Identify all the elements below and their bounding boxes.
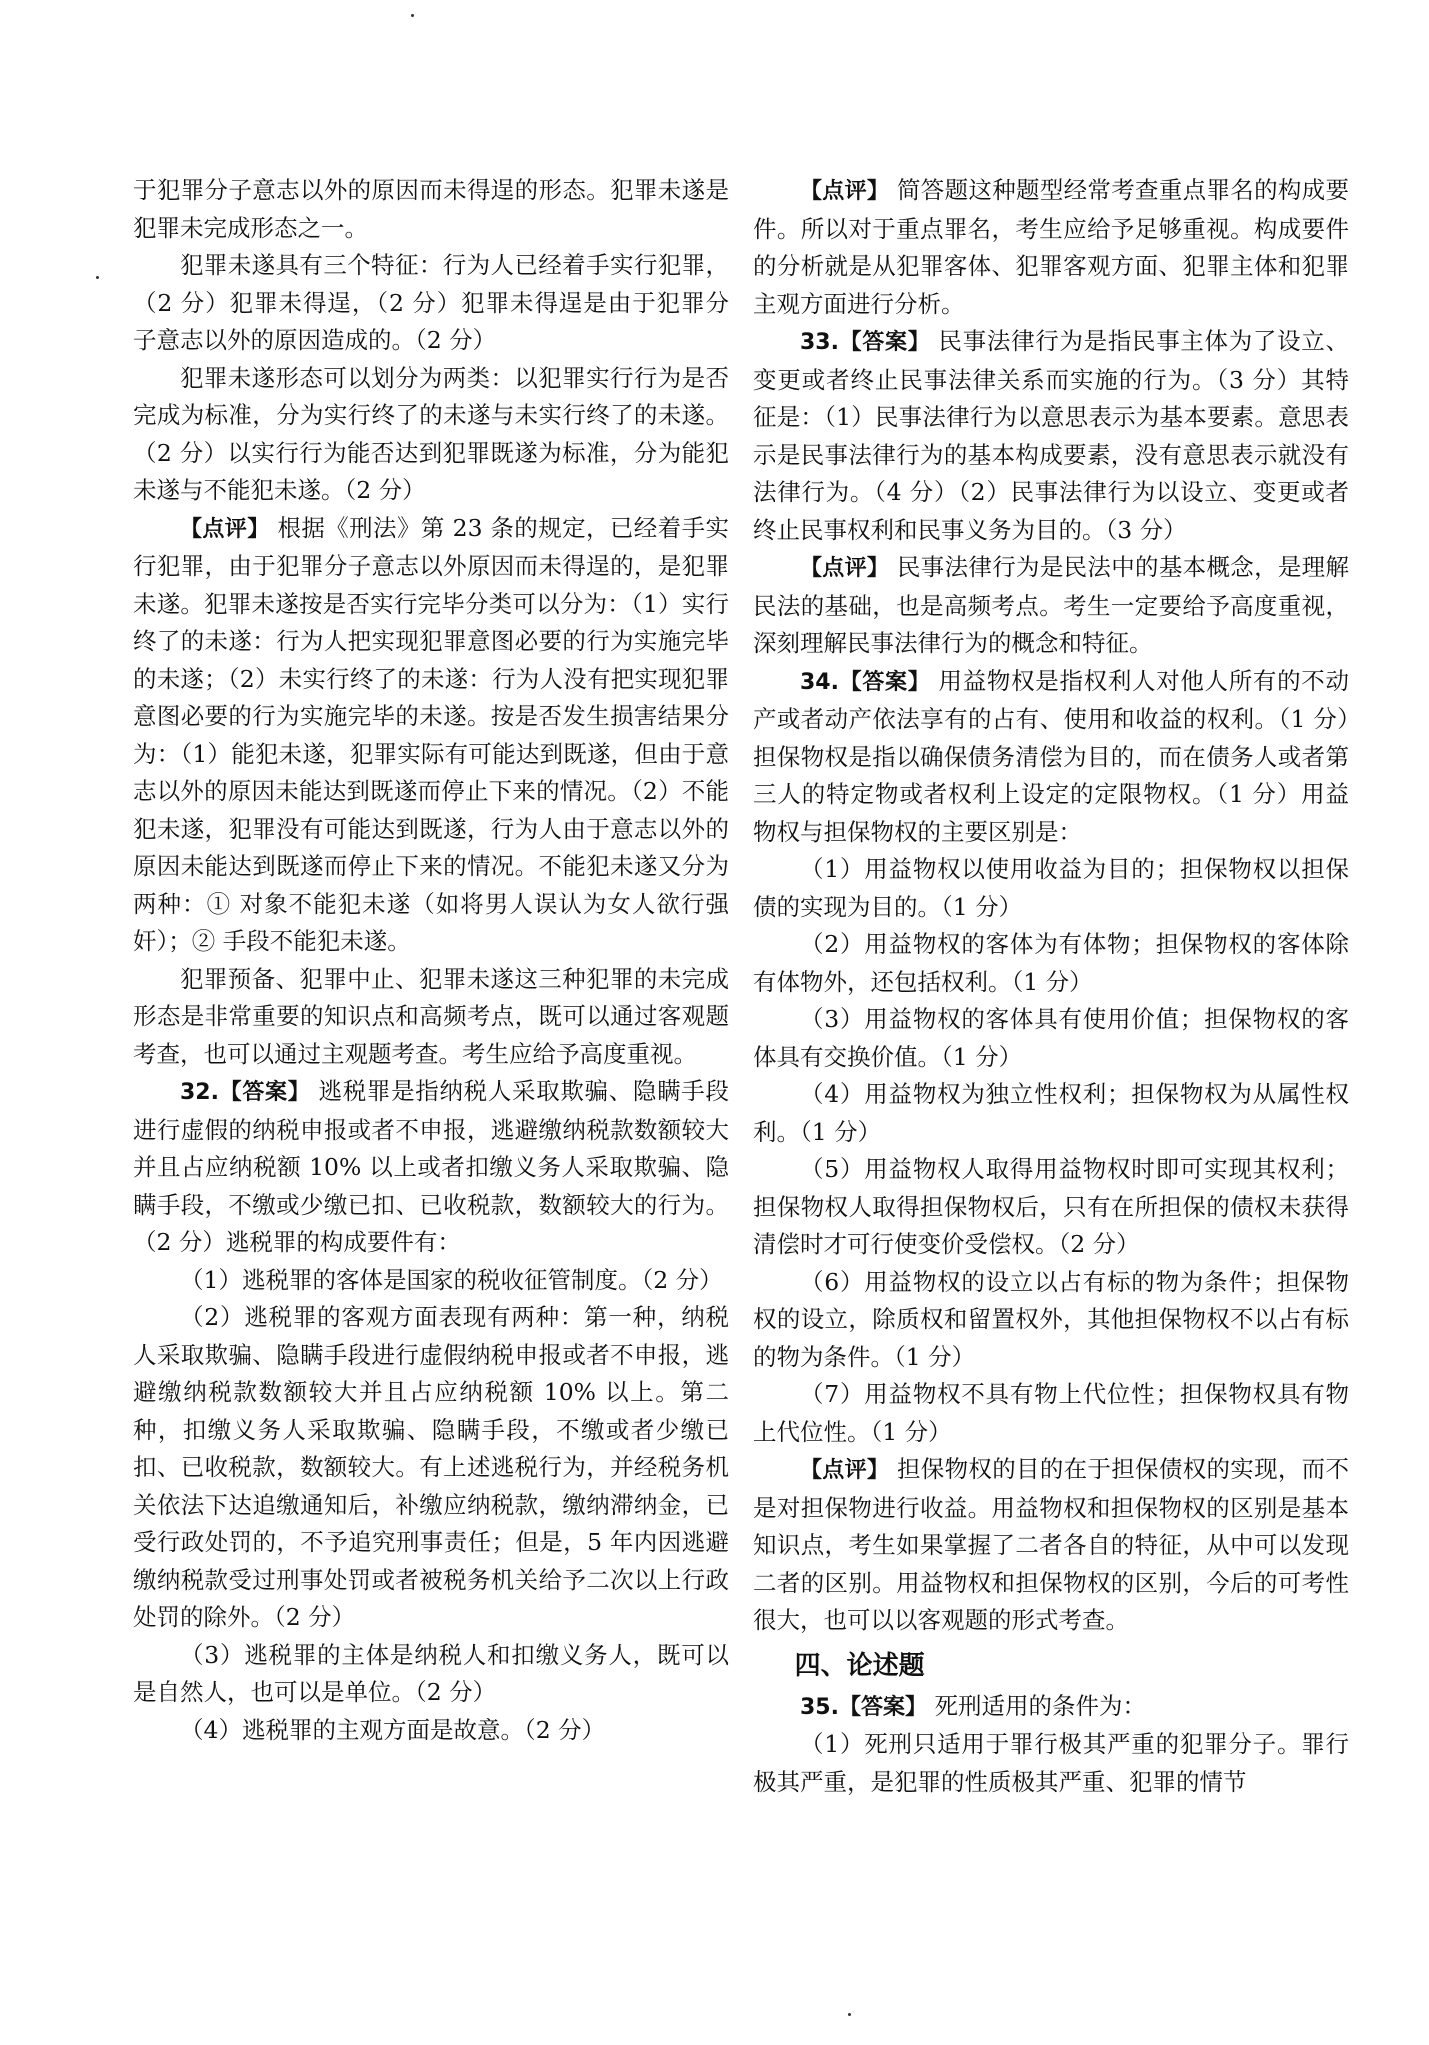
list-item: （3）用益物权的客体具有使用价值；担保物权的客体具有交换价值。（1 分）: [753, 1005, 1349, 1071]
list-item: （2）用益物权的客体为有体物；担保物权的客体除有体物外，还包括权利。（1 分）: [753, 930, 1349, 996]
right-column: [753, 172, 1349, 1801]
list-item: （1）用益物权以使用收益为目的；担保物权以担保债的实现为目的。（1 分）: [753, 855, 1349, 921]
comment-tag: 【点评】: [800, 556, 890, 581]
paragraph: 犯罪预备、犯罪中止、犯罪未遂这三种犯罪的未完成形态是非常重要的知识点和高频考点，既可以通过客观题考查，也可以通过主观题考查。考生应给予高度重视。: [133, 964, 729, 1068]
comment-paragraph: 【点评】 简答题这种题型经常考查重点罪名的构成要件。所以对于重点罪名，考生应给予足够重视。构成要件的分析就是从犯罪客体、犯罪客观方面、犯罪主体和犯罪主观方面进行分析。: [753, 176, 1349, 318]
list-item: （4）用益物权为独立性权利；担保物权为从属性权利。（1 分）: [753, 1080, 1349, 1146]
answer-34: 34.【答案】 用益物权是指权利人对他人所有的不动产或者动产依法享有的占有、使用和收益的权利。（1 分）担保物权是指以确保债务清偿为目的，而在债务人或者第三人的特定物或者权利上设定的定限物权。（1 分）用益物权与担保物权的主要区别是：: [753, 666, 1349, 846]
list-item: （5）用益物权人取得用益物权时即可实现其权利；担保物权人取得担保物权后，只有在所担保的债权未获得清偿时才可行使变价受偿权。（2 分）: [753, 1155, 1349, 1258]
answer-tag: 32.【答案】: [180, 1080, 311, 1105]
answer-tag: 34.【答案】: [800, 669, 931, 695]
comment-paragraph: 【点评】 民事法律行为是民法中的基本概念，是理解民法的基础，也是高频考点。考生一定要给予高度重视，深刻理解民事法律行为的概念和特征。: [753, 553, 1349, 657]
comment-paragraph: 【点评】 担保物权的目的在于担保债权的实现，而不是对担保物进行收益。用益物权和担保物权的区别是基本知识点，考生如果掌握了二者各自的特征，从中可以发现二者的区别。用益物权和担保物权的区别，今后的可考性很大，也可以以客观题的形式考查。: [753, 1455, 1349, 1634]
answer-tag: 35.【答案】: [800, 1694, 927, 1720]
comment-paragraph: 【点评】 根据《刑法》第 23 条的规定，已经着手实行犯罪，由于犯罪分子意志以外原因而未得逞的，是犯罪未遂。犯罪未遂按是否实行完毕分类可以分为：（1）实行终了的未遂：行为人把实现犯罪意图必要的行为实施完毕的未遂；（2）未实行终了的未遂：行为人没有把实现犯罪意图必要的行为实施完毕的未遂。按是否发生损害结果分为：（1）能犯未遂，犯罪实际有可能达到既遂，但由于意志以外的原因未能达到既遂而停止下来的情况。（2）不能犯未遂，犯罪没有可能达到既遂，行为人由于意志以外的原因未能达到既遂而停止下来的情况。不能犯未遂又分为两种：① 对象不能犯未遂（如将男人误认为女人欲行强奸）；② 手段不能犯未遂。: [133, 513, 729, 955]
paragraph: 犯罪未遂具有三个特征：行为人已经着手实行犯罪，（2 分）犯罪未得逞，（2 分）犯罪未得逞是由于犯罪分子意志以外的原因造成的。（2 分）: [133, 251, 729, 354]
list-item: （2）逃税罪的客观方面表现有两种：第一种，纳税人采取欺骗、隐瞒手段进行虚假纳税申报或者不申报，逃避缴纳税款数额较大并且占应纳税额 10% 以上。第二种，扣缴义务人采取欺骗、隐瞒手段，不缴或者少缴已扣、已收税款，数额较大。有上述逃税行为，并经税务机关依法下达追缴通知后，补缴应纳税款，缴纳滞纳金，已受行政处罚的，不予追究刑事责任；但是，5 年内因逃避缴纳税款受过刑事处罚或者被税务机关给予二次以上行政处罚的除外。（2 分）: [133, 1303, 729, 1631]
answer-35: 35.【答案】 死刑适用的条件为：: [800, 1691, 1146, 1720]
list-item: （4）逃税罪的主观方面是故意。（2 分）: [180, 1715, 606, 1744]
list-item: （1）死刑只适用于罪行极其严重的犯罪分子。罪行极其严重，是犯罪的性质极其严重、犯罪的情节: [753, 1730, 1349, 1796]
paragraph: 于犯罪分子意志以外的原因而未得逞的形态。犯罪未遂是犯罪未完成形态之一。: [133, 176, 729, 242]
scan-mark: [411, 14, 414, 17]
list-item: （7）用益物权不具有物上代位性；担保物权具有物上代位性。（1 分）: [753, 1380, 1349, 1446]
answer-tag: 33.【答案】: [800, 330, 931, 355]
left-column: [133, 172, 729, 1749]
answer-33: 33.【答案】 民事法律行为是指民事主体为了设立、变更或者终止民事法律关系而实施的行为。（3 分）其特征是：（1）民事法律行为以意思表示为基本要素。意思表示是民事法律行为的基本构成要素，没有意思表示就没有法律行为。（4 分）（2）民事法律行为以设立、变更或者终止民事权利和民事义务为目的。（3 分）: [753, 327, 1349, 544]
list-item: （1）逃税罪的客体是国家的税收征管制度。（2 分）: [180, 1265, 723, 1294]
answer-32: 32.【答案】 逃税罪是指纳税人采取欺骗、隐瞒手段进行虚假的纳税申报或者不申报，逃避缴纳税款数额较大并且占应纳税额 10% 以上或者扣缴义务人采取欺骗、隐瞒手段，不缴或少缴已扣、已收税款，数额较大的行为。（2 分）逃税罪的构成要件有：: [133, 1077, 729, 1256]
scan-mark: [96, 276, 99, 279]
comment-tag: 【点评】: [800, 1458, 890, 1483]
paragraph: 犯罪未遂形态可以划分为两类：以犯罪实行行为是否完成为标准，分为实行终了的未遂与未实行终了的未遂。（2 分）以实行行为能否达到犯罪既遂为标准，分为能犯未遂与不能犯未遂。（2 分）: [133, 363, 729, 504]
section-heading: 四、论述题: [794, 1650, 925, 1681]
list-item: （3）逃税罪的主体是纳税人和扣缴义务人，既可以是自然人，也可以是单位。（2 分）: [133, 1640, 729, 1706]
scan-mark: [848, 2013, 851, 2016]
comment-tag: 【点评】: [800, 179, 890, 204]
comment-tag: 【点评】: [180, 516, 270, 542]
list-item: （6）用益物权的设立以占有标的物为条件；担保物权的设立，除质权和留置权外，其他担保物权不以占有标的物为条件。（1 分）: [753, 1267, 1349, 1371]
